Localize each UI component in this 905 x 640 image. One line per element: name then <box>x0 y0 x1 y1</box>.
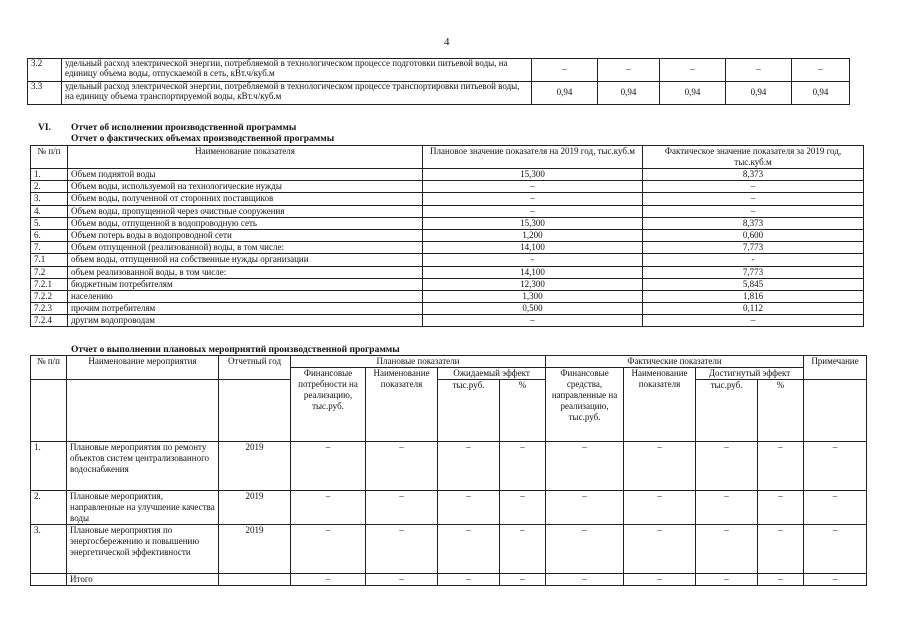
row-fact-value: – <box>643 181 864 193</box>
total-value: – <box>438 574 500 586</box>
row-number: 2. <box>31 181 68 193</box>
header-blank <box>219 380 291 442</box>
header-planned: Плановые показатели <box>291 356 546 368</box>
row-value: – <box>500 442 546 491</box>
row-number: 7.2.2 <box>31 290 68 302</box>
row-value: – <box>758 525 804 574</box>
table-header-row <box>31 146 864 169</box>
header-actual: Фактические показатели <box>546 356 804 368</box>
cell-value: – <box>726 59 792 82</box>
total-label: Итого <box>67 574 219 586</box>
row-value: – <box>500 525 546 574</box>
row-name: Плановые мероприятия по ремонту объектов систем централизованного водоснабжения <box>67 442 219 491</box>
row-number: 3.3 <box>28 82 62 105</box>
row-number: 7. <box>31 242 68 254</box>
row-name: населению <box>68 290 423 302</box>
row-fact-value: 7,773 <box>643 266 864 278</box>
page-number: 4 <box>444 36 450 48</box>
header-ach-pct: % <box>758 380 804 442</box>
row-value: – <box>624 442 696 491</box>
table-row <box>31 254 864 266</box>
row-name: Объем поднятой воды <box>68 169 423 181</box>
table-row <box>28 59 850 82</box>
row-plan-value: 15,300 <box>423 217 643 229</box>
table-row <box>31 290 864 302</box>
row-value: – <box>804 442 867 491</box>
row-value: – <box>291 491 366 525</box>
activities-table <box>30 355 867 586</box>
row-value: – <box>546 442 624 491</box>
header-fact: Фактическое значение показателя за 2019 год, тыс.куб.м <box>643 146 864 169</box>
row-value: – <box>366 442 438 491</box>
header-expected-effect: Ожидаемый эффект <box>438 368 546 380</box>
row-number: 7.2.1 <box>31 278 68 290</box>
total-value: – <box>366 574 438 586</box>
total-number <box>31 574 67 586</box>
total-value: – <box>291 574 366 586</box>
header-num: № п/п <box>31 356 67 380</box>
row-value: – <box>624 491 696 525</box>
row-value: – <box>438 525 500 574</box>
table-row <box>31 181 864 193</box>
total-value: – <box>696 574 758 586</box>
row-number: 3. <box>31 525 67 574</box>
row-number: 3.2 <box>28 59 62 82</box>
row-fact-value: 0,112 <box>643 303 864 315</box>
row-plan-value: 14,100 <box>423 266 643 278</box>
row-number: 1. <box>31 169 68 181</box>
table-row <box>31 169 864 181</box>
row-name: прочим потребителям <box>68 303 423 315</box>
header-name: Наименование мероприятия <box>67 356 219 380</box>
row-number: 7.2.3 <box>31 303 68 315</box>
header-ach-tr: тыс.руб. <box>696 380 758 442</box>
total-row <box>31 574 867 586</box>
row-name: бюджетным потребителям <box>68 278 423 290</box>
header-plan-indicator: Наименование показателя <box>366 368 438 442</box>
header-exp-pct: % <box>500 380 546 442</box>
table-row <box>31 442 867 491</box>
row-number: 2. <box>31 491 67 525</box>
row-text: удельный расход электрической энергии, потребляемой в технологическом процессе транспортировки питьевой воды, на единицу объема транспортируемой воды, кВт.ч/куб.м <box>62 82 532 105</box>
row-value: – <box>804 525 867 574</box>
total-value: – <box>624 574 696 586</box>
cell-value: 0,94 <box>660 82 726 105</box>
header-achieved-effect: Достигнутый эффект <box>696 368 804 380</box>
row-value: – <box>366 525 438 574</box>
row-number: 3. <box>31 193 68 205</box>
header-name: Наименование показателя <box>68 146 423 169</box>
table-row <box>31 193 864 205</box>
table-row <box>31 303 864 315</box>
cell-value: – <box>532 59 598 82</box>
row-name: другим водопроводам <box>68 315 423 327</box>
row-name: Плановые мероприятия по энергосбережению и повышению энергетической эффективности <box>67 525 219 574</box>
row-name: объем воды, отпущенной на собственные нужды организации <box>68 254 423 266</box>
volumes-table <box>30 145 864 327</box>
row-plan-value: 14,100 <box>423 242 643 254</box>
row-value: – <box>291 442 366 491</box>
row-value: – <box>696 525 758 574</box>
header-fact-finance: Финансовые средства, направленные на реализацию, тыс.руб. <box>546 368 624 442</box>
row-plan-value: - <box>423 254 643 266</box>
volumes-subtitle: Отчет о фактических объемах производственной программы <box>71 134 335 144</box>
row-value: – <box>438 442 500 491</box>
row-value: – <box>624 525 696 574</box>
table-row <box>28 82 850 105</box>
total-value: – <box>546 574 624 586</box>
row-name: Объем отпущенной (реализованной) воды, в том числе: <box>68 242 423 254</box>
cell-value: – <box>598 59 660 82</box>
total-value: – <box>758 574 804 586</box>
row-value: – <box>758 442 804 491</box>
row-value: – <box>291 525 366 574</box>
header-blank <box>67 380 219 442</box>
section-number: VI. <box>38 123 51 133</box>
row-plan-value: 12,300 <box>423 278 643 290</box>
row-fact-value: – <box>643 315 864 327</box>
table-header-row <box>31 380 867 442</box>
row-value: – <box>438 491 500 525</box>
table-row <box>31 229 864 241</box>
cell-value: – <box>792 59 850 82</box>
table-row <box>31 525 867 574</box>
table-row <box>31 315 864 327</box>
table-row <box>31 205 864 217</box>
cell-value: 0,94 <box>598 82 660 105</box>
row-value: – <box>696 442 758 491</box>
total-year <box>219 574 291 586</box>
row-fact-value: – <box>643 205 864 217</box>
row-name: Объем воды, полученной от сторонних поставщиков <box>68 193 423 205</box>
total-value: – <box>804 574 867 586</box>
section-title: Отчет об исполнении производственной программы <box>71 123 297 133</box>
row-name: Объем воды, отпущенной в водопроводную сеть <box>68 217 423 229</box>
row-name: Объем воды, используемой на технологические нужды <box>68 181 423 193</box>
row-fact-value: 7,773 <box>643 242 864 254</box>
row-plan-value: 15,300 <box>423 169 643 181</box>
cell-value: 0,94 <box>532 82 598 105</box>
row-year: 2019 <box>219 525 291 574</box>
row-name: Объем потерь воды в водопроводной сети <box>68 229 423 241</box>
table-row <box>31 242 864 254</box>
section-heading <box>38 123 296 133</box>
row-plan-value: 1,300 <box>423 290 643 302</box>
activities-subtitle: Отчет о выполнении плановых мероприятий производственной программы <box>71 345 400 355</box>
row-number: 6. <box>31 229 68 241</box>
row-fact-value: 5,845 <box>643 278 864 290</box>
row-year: 2019 <box>219 442 291 491</box>
cell-value: 0,94 <box>726 82 792 105</box>
row-year: 2019 <box>219 491 291 525</box>
row-number: 4. <box>31 205 68 217</box>
table-row <box>31 266 864 278</box>
row-value: – <box>546 525 624 574</box>
row-value: – <box>546 491 624 525</box>
header-blank <box>804 380 867 442</box>
header-plan-finance: Финансовые потребности на реализацию, тыс.руб. <box>291 368 366 442</box>
total-value: – <box>500 574 546 586</box>
row-plan-value: – <box>423 193 643 205</box>
row-number: 7.2 <box>31 266 68 278</box>
row-value: – <box>804 491 867 525</box>
row-name: Объем воды, пропущенной через очистные сооружения <box>68 205 423 217</box>
row-plan-value: – <box>423 205 643 217</box>
row-number: 7.2.4 <box>31 315 68 327</box>
row-plan-value: 0,500 <box>423 303 643 315</box>
row-fact-value: 8,373 <box>643 169 864 181</box>
header-note: Примечание <box>804 356 867 380</box>
table-row <box>31 491 867 525</box>
cell-value: – <box>660 59 726 82</box>
row-fact-value: 1,816 <box>643 290 864 302</box>
row-fact-value: - <box>643 254 864 266</box>
header-exp-tr: тыс.руб. <box>438 380 500 442</box>
table-header-row <box>31 356 867 368</box>
row-value: – <box>696 491 758 525</box>
row-fact-value: – <box>643 193 864 205</box>
row-value: – <box>366 491 438 525</box>
table-row <box>31 217 864 229</box>
row-fact-value: 0,600 <box>643 229 864 241</box>
row-number: 5. <box>31 217 68 229</box>
row-number: 7.1 <box>31 254 68 266</box>
cell-value: 0,94 <box>792 82 850 105</box>
row-value: – <box>758 491 804 525</box>
row-text: удельный расход электрической энергии, потребляемой в технологическом процессе подготовки питьевой воды, на единицу объема воды, отпускаемой в сеть, кВт.ч/куб.м <box>62 59 532 82</box>
row-plan-value: – <box>423 315 643 327</box>
row-name: Плановые мероприятия, направленные на улучшение качества воды <box>67 491 219 525</box>
table-row <box>31 278 864 290</box>
header-blank <box>31 380 67 442</box>
row-plan-value: 1,200 <box>423 229 643 241</box>
row-fact-value: 8,373 <box>643 217 864 229</box>
row-plan-value: – <box>423 181 643 193</box>
row-number: 1. <box>31 442 67 491</box>
header-plan: Плановое значение показателя на 2019 год, тыс.куб.м <box>423 146 643 169</box>
row-name: объем реализованной воды, в том числе: <box>68 266 423 278</box>
energy-consumption-table <box>27 58 850 105</box>
header-year: Отчетный год <box>219 356 291 380</box>
header-num: № п/п <box>31 146 68 169</box>
header-fact-indicator: Наименование показателя <box>624 368 696 442</box>
row-value: – <box>500 491 546 525</box>
